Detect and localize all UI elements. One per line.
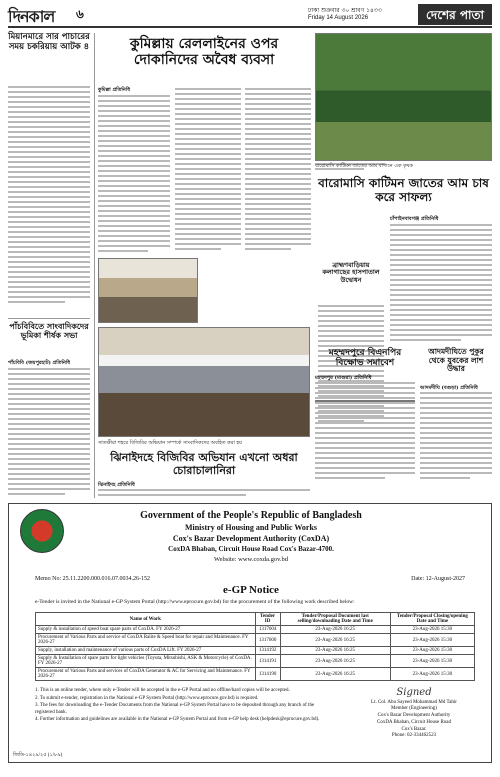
date-english: Friday 14 August 2026 <box>308 15 369 21</box>
cell-close: 23-Aug-2026 15:30 <box>390 647 474 655</box>
page-number: ৬ <box>76 7 84 21</box>
byline-jhenaidah: ঝিনাইদহ প্রতিনিধি <box>98 482 135 488</box>
cell-sell: 23-Aug-2026 16:25 <box>280 655 390 668</box>
headline-myanmar: মিয়ানমারে সার পাচারের সময় চকরিয়ায় আটক ৪ <box>8 32 90 52</box>
tender-authority: Cox's Bazar Development Authority (CoxDA) <box>172 534 330 543</box>
table-row <box>36 655 475 668</box>
tender-note: 4. Further information and guidelines are available in the National e-GP System Portal and from e-GP help desk (helpdesk@eprocure.gov.bd). <box>35 717 320 722</box>
byline-bnp: মহম্মদপুর (মাগুরা) প্রতিনিধি <box>315 375 372 381</box>
cell-name: Supply, installation and maintenance of various parts of CoxDA Lift. FY 2026-27 <box>36 647 256 655</box>
cell-name: Procurement of Various Parts and service of CoxDA Ralite & Speed boat for repair and Maintenance. FY 2026-27 <box>36 634 256 647</box>
headline-katimon: বারোমাসি কাটিমন জাতের আম চাষ করে সাফল্য <box>318 176 489 204</box>
table-row <box>36 634 475 647</box>
table-row <box>36 647 475 655</box>
photo-farmer-card <box>315 400 415 402</box>
signer-role: Member (Engineering) <box>391 706 437 712</box>
cell-name: Procurement of Various Parts and services of CoxDA Generator & AC for Servicing and Maintenance. FY 2026-27 <box>36 668 256 681</box>
story-body-railway-1 <box>98 95 170 255</box>
newspaper-logo: দিনকাল <box>8 7 55 26</box>
tender-title: e-GP Notice <box>223 584 279 596</box>
story-body-bnp <box>315 382 415 482</box>
headline-murder: আদমদীঘিতে পুকুর থেকে যুবকের লাশ উদ্ধার <box>428 347 484 374</box>
caption-jhenaidah: সাতক্ষীরা শহরে বিজিবির অভিযান সম্পর্কে সাংবাদিকদের অবহিত করা হয় <box>98 440 243 446</box>
cell-sell: 23-Aug-2026 16:25 <box>280 647 390 655</box>
tender-government: Government of the People's Republic of Bangladesh <box>140 510 362 521</box>
tender-website[interactable]: Website: www.coxda.gov.bd <box>213 556 289 563</box>
column-rule <box>94 33 95 498</box>
cell-id: 1317600 <box>255 634 280 647</box>
photo-mango-farmers <box>315 33 492 161</box>
headline-bnp: মহম্মদপুরে বিএনপির বিক্ষোভ সমাবেশ <box>328 348 402 369</box>
story-body-katimon <box>390 224 492 344</box>
tender-address: CoxDA Bhaban, Circuit House Road Cox's Bazar-4700. <box>168 545 334 553</box>
signer-address: CoxDA Bhaban, Circuit House Road <box>376 719 452 725</box>
story-body-railway-3 <box>245 88 311 255</box>
tender-intro: e-Tender is invited in the National e-GP System Portal (http://www.eprocure.gov.bd) for the procurement of the following work described below: <box>35 599 355 605</box>
story-body-jhenaidah <box>98 489 310 499</box>
masthead <box>8 4 492 28</box>
tender-notice <box>8 503 492 763</box>
headline-kalaganj: ব্রাহ্মণবাড়িয়ায় কলাগাছের হাসপাতাল উদ্বোধন <box>322 261 380 284</box>
signer-name: Lt. Col. Abu Sayeed Mohammad Md Tahir <box>371 699 457 705</box>
cell-close: 23-Aug-2026 15:30 <box>390 634 474 647</box>
signer-phone: Phone: 02-334462523 <box>391 733 437 739</box>
tender-ministry: Ministry of Housing and Public Works <box>184 523 318 532</box>
headline-journalist: পাঁচবিবিতে সাংবাদিকদের ভূমিকা শীর্ষক সভা <box>9 322 89 341</box>
divider <box>8 318 90 319</box>
cell-close: 23-Aug-2026 15:30 <box>390 668 474 681</box>
photo-meeting <box>98 327 310 437</box>
byline-murder: আদমদীঘি (বগুড়া) প্রতিনিধি <box>420 385 478 391</box>
signer-city: Cox's Bazar. <box>401 726 427 732</box>
tender-note: 1. This is an online tender, where only e-Tender will be accepted in the e-GP Portal and no offline/hard copies will be accepted. <box>35 688 290 693</box>
byline-journalist: পাঁচবিবি (জয়পুরহাট) প্রতিনিধি <box>8 360 71 366</box>
signature-mark: Signed <box>396 687 432 698</box>
cell-sell: 23-Aug-2026 16:25 <box>280 634 390 647</box>
tender-note: 2. To submit e-tender, registration in the National e-GP System Portal (http://www.eprocure.gov.bd) is required. <box>35 695 259 701</box>
tender-note: 3. The fees for downloading the e-Tender Documents from the National e-GP System Portal have to be deposited through any branch of the registered bank. <box>35 703 315 715</box>
cell-sell: 23-Aug-2026 16:25 <box>280 626 390 634</box>
byline-railway: কুমিল্লা প্রতিনিধি <box>98 87 131 93</box>
story-body-journalist <box>8 368 90 498</box>
cell-name: Supply & installation of speed boat spare parts of CoxDA. FY 2026-27 <box>36 626 256 634</box>
signer-org: Cox's Bazar Development Authority <box>377 713 451 718</box>
cell-close: 23-Aug-2026 15:30 <box>390 655 474 668</box>
date-bangla: ঢাকা শুক্রবার ৩০ শ্রাবণ ১৪৩৩ <box>308 7 382 14</box>
table-row <box>36 626 475 634</box>
photo-railway-market <box>98 258 198 323</box>
cell-sell: 23-Aug-2026 16:25 <box>280 668 390 681</box>
tender-date: Date: 12-August-2027 <box>411 576 465 582</box>
tender-notes <box>35 688 335 725</box>
tender-signature-block <box>349 686 479 740</box>
cell-close: 23-Aug-2026 15:30 <box>390 626 474 634</box>
story-body-myanmar <box>8 86 90 308</box>
byline-katimon: চাঁপাইনবাবগঞ্জ প্রতিনিধি <box>390 216 439 222</box>
header-id: Tender ID <box>255 613 280 626</box>
header-sell: Tender/Proposal Document last selling/downloading Date and Time <box>280 613 390 626</box>
story-body-railway-2 <box>175 88 241 255</box>
cell-id: 1317604 <box>255 626 280 634</box>
ad-code: জিডি-১৪২৯/২৫ (১/৮৯) <box>13 753 63 758</box>
table-row <box>36 668 475 681</box>
headline-jhenaidah: ঝিনাইদহে বিজিবির অভিযান এখনো অধরা চোরাচালানিরা <box>110 451 298 477</box>
header-name: Name of Work <box>36 613 256 626</box>
cell-name: Supply & Installation of spare parts for light vehicles (Toyota, Mitsubishi, ASK & Motorcycle) of CoxDA. FY 2026-27 <box>36 655 256 668</box>
cell-id: 1314191 <box>255 655 280 668</box>
header-close: Tender/Proposal Closing/opening Date and Time <box>390 613 474 626</box>
headline-railway: কুমিল্লায় রেললাইনের ওপর দোকানিদের অবৈধ ব্যবসা <box>129 36 279 69</box>
tender-table-header <box>36 613 475 626</box>
tender-table <box>35 612 475 681</box>
cell-id: 1314192 <box>255 647 280 655</box>
caption-katimon: বারোমাসি কাটিমন জাতের আম বাগানে এক কৃষক <box>315 163 413 169</box>
cell-id: 1314190 <box>255 668 280 681</box>
section-title: দেশের পাতা <box>418 4 492 25</box>
tender-memo: Memo No: 25.11.2200.000.016.07.0034.26-152 <box>35 576 150 582</box>
story-body-murder <box>420 392 492 482</box>
